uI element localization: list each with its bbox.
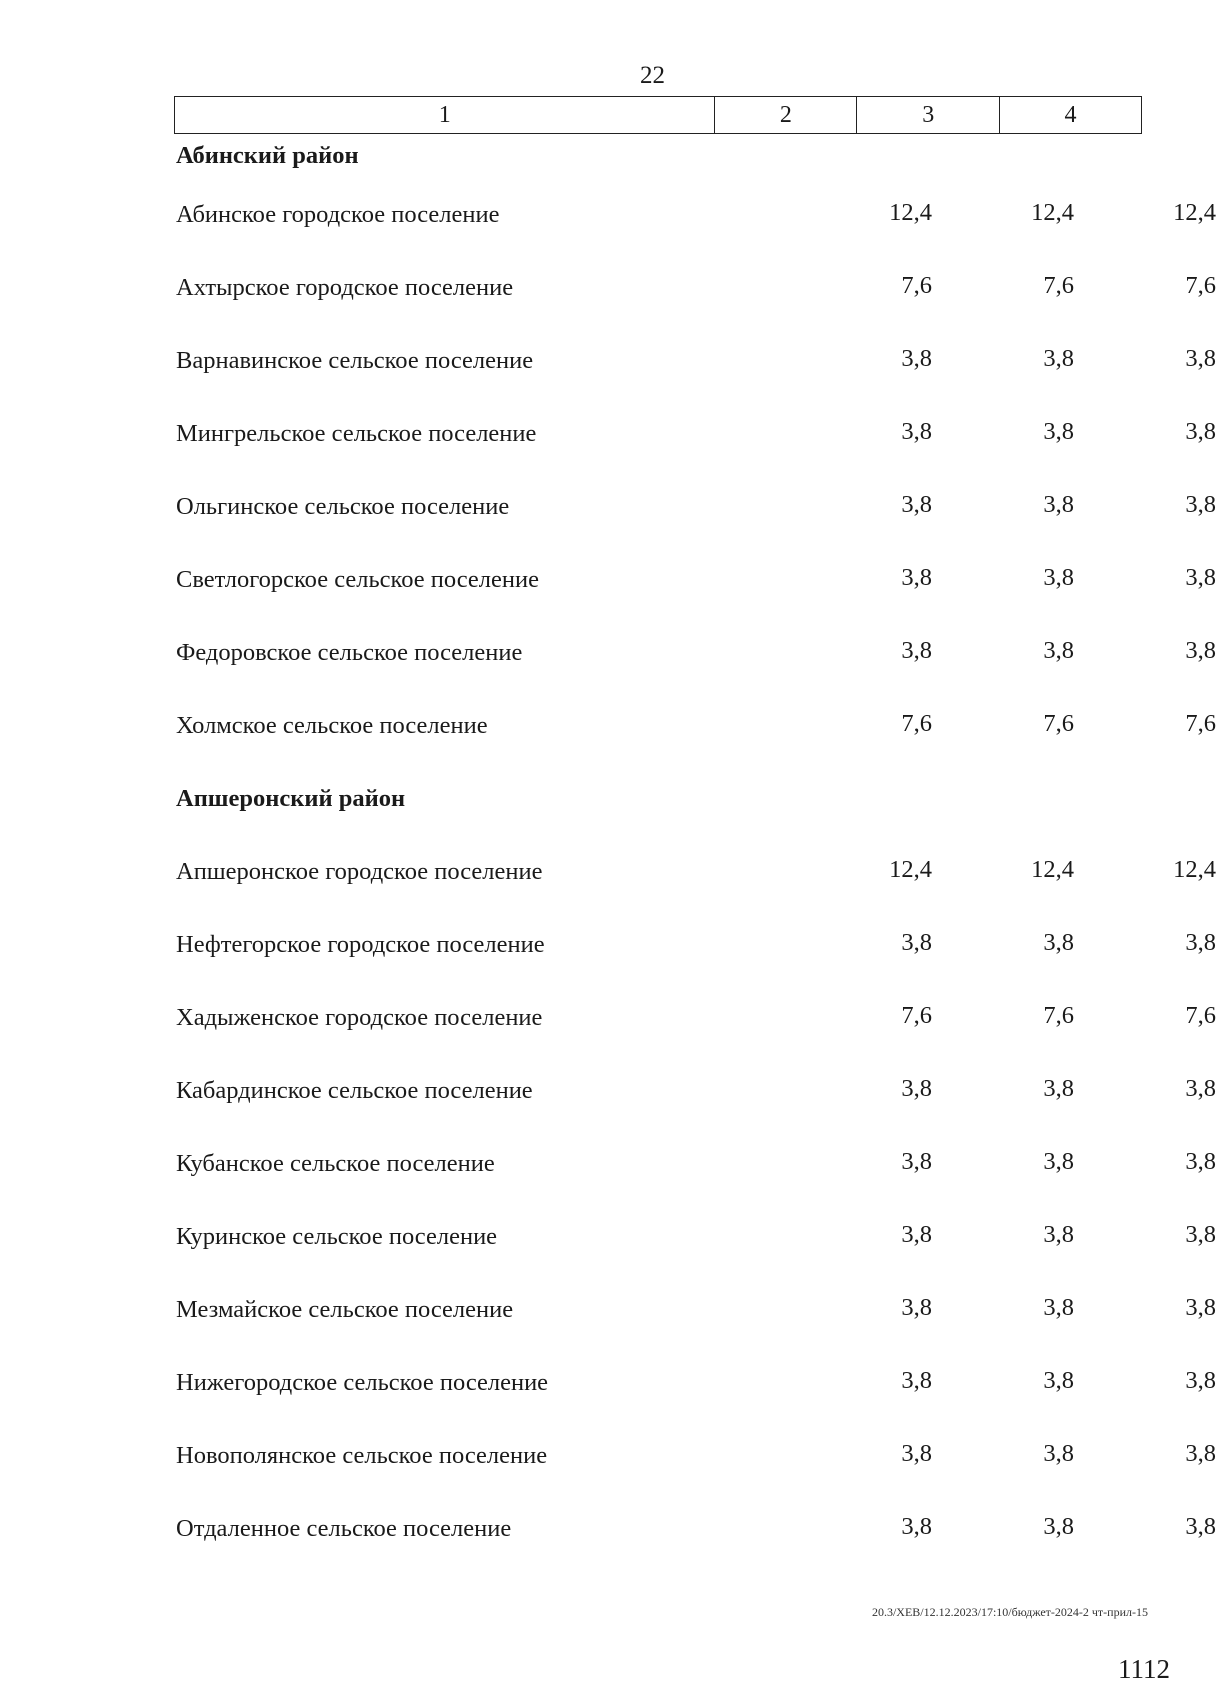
column-header-table <box>174 96 1142 134</box>
value-col-4: 12,4 <box>1173 199 1216 226</box>
column-header-2: 2 <box>715 97 857 134</box>
table-row <box>176 393 1216 466</box>
table-row <box>176 685 1216 758</box>
value-col-4: 3,8 <box>1185 418 1216 445</box>
column-header-1: 1 <box>175 97 715 134</box>
district-name: Апшеронский район <box>176 785 406 812</box>
value-col-2: 3,8 <box>901 1075 932 1102</box>
table-row <box>176 174 1216 247</box>
settlement-name: Новополянское сельское поселение <box>176 1442 548 1469</box>
value-col-3: 12,4 <box>1031 856 1074 883</box>
table-row <box>176 1342 1216 1415</box>
table-body <box>176 134 1216 1561</box>
value-col-4: 7,6 <box>1185 272 1216 299</box>
value-col-4: 12,4 <box>1173 856 1216 883</box>
value-col-4: 7,6 <box>1185 1002 1216 1029</box>
value-col-4: 3,8 <box>1185 1075 1216 1102</box>
value-col-2: 3,8 <box>901 1294 932 1321</box>
district-name: Абинский район <box>176 142 359 169</box>
settlement-name: Нефтегорское городское поселение <box>176 931 545 958</box>
value-col-4: 3,8 <box>1185 345 1216 372</box>
district-heading-row <box>176 134 1142 174</box>
value-col-4: 3,8 <box>1185 564 1216 591</box>
value-col-4: 3,8 <box>1185 1148 1216 1175</box>
settlement-name: Мезмайское сельское поселение <box>176 1296 514 1323</box>
settlement-name: Ахтырское городское поселение <box>176 274 514 301</box>
value-col-4: 3,8 <box>1185 1294 1216 1321</box>
value-col-3: 7,6 <box>1043 1002 1074 1029</box>
table-row <box>176 977 1216 1050</box>
value-col-2: 3,8 <box>901 1513 932 1540</box>
table-row <box>176 1488 1216 1561</box>
table-row <box>176 320 1216 393</box>
settlement-name: Хадыженское городское поселение <box>176 1004 543 1031</box>
settlement-name: Холмское сельское поселение <box>176 712 488 739</box>
value-col-2: 3,8 <box>901 1148 932 1175</box>
table-row <box>176 904 1216 977</box>
settlement-name: Апшеронское городское поселение <box>176 858 543 885</box>
value-col-3: 3,8 <box>1043 1294 1074 1321</box>
sheet-number: 1112 <box>1118 1654 1170 1684</box>
table-row <box>176 612 1216 685</box>
value-col-3: 12,4 <box>1031 199 1074 226</box>
value-col-2: 7,6 <box>901 1002 932 1029</box>
settlement-name: Отдаленное сельское поселение <box>176 1515 512 1542</box>
settlement-name: Кубанское сельское поселение <box>176 1150 495 1177</box>
value-col-2: 3,8 <box>901 929 932 956</box>
table-row <box>176 1415 1216 1488</box>
value-col-3: 7,6 <box>1043 710 1074 737</box>
value-col-3: 3,8 <box>1043 345 1074 372</box>
value-col-2: 3,8 <box>901 491 932 518</box>
settlement-name: Федоровское сельское поселение <box>176 639 523 666</box>
value-col-3: 3,8 <box>1043 1367 1074 1394</box>
settlement-name: Нижегородское сельское поселение <box>176 1369 549 1396</box>
value-col-3: 3,8 <box>1043 1075 1074 1102</box>
value-col-2: 12,4 <box>889 199 932 226</box>
document-code: 20.3/ХЕВ/12.12.2023/17:10/бюджет-2024-2 чт-прил-15 <box>871 1605 1148 1619</box>
value-col-2: 3,8 <box>901 1221 932 1248</box>
value-col-2: 3,8 <box>901 637 932 664</box>
value-col-4: 3,8 <box>1185 1440 1216 1467</box>
page-number: 22 <box>640 62 665 89</box>
column-header-3: 3 <box>857 97 1000 134</box>
settlement-name: Варнавинское сельское поселение <box>176 347 534 374</box>
settlement-name: Светлогорское сельское поселение <box>176 566 539 593</box>
value-col-2: 7,6 <box>901 710 932 737</box>
value-col-2: 3,8 <box>901 1367 932 1394</box>
value-col-3: 3,8 <box>1043 1440 1074 1467</box>
table-row <box>176 1050 1216 1123</box>
value-col-2: 3,8 <box>901 1440 932 1467</box>
table-row <box>176 247 1216 320</box>
value-col-4: 7,6 <box>1185 710 1216 737</box>
column-header-4: 4 <box>1000 97 1142 134</box>
value-col-2: 3,8 <box>901 345 932 372</box>
value-col-3: 3,8 <box>1043 564 1074 591</box>
value-col-2: 3,8 <box>901 564 932 591</box>
value-col-3: 3,8 <box>1043 1221 1074 1248</box>
settlement-name: Мингрельское сельское поселение <box>176 420 537 447</box>
value-col-2: 3,8 <box>901 418 932 445</box>
value-col-2: 7,6 <box>901 272 932 299</box>
value-col-3: 3,8 <box>1043 491 1074 518</box>
value-col-4: 3,8 <box>1185 1221 1216 1248</box>
table-row <box>176 539 1216 612</box>
value-col-3: 7,6 <box>1043 272 1074 299</box>
table-row <box>176 1196 1216 1269</box>
value-col-3: 3,8 <box>1043 1513 1074 1540</box>
table-row <box>176 1123 1216 1196</box>
value-col-4: 3,8 <box>1185 637 1216 664</box>
value-col-3: 3,8 <box>1043 637 1074 664</box>
table-row <box>176 466 1216 539</box>
settlement-name: Ольгинское сельское поселение <box>176 493 510 520</box>
value-col-3: 3,8 <box>1043 418 1074 445</box>
value-col-2: 12,4 <box>889 856 932 883</box>
value-col-4: 3,8 <box>1185 1367 1216 1394</box>
value-col-3: 3,8 <box>1043 1148 1074 1175</box>
settlement-name: Абинское городское поселение <box>176 201 500 228</box>
district-heading-row <box>176 758 1142 831</box>
settlement-name: Кабардинское сельское поселение <box>176 1077 533 1104</box>
table-row <box>176 831 1216 904</box>
settlement-name: Куринское сельское поселение <box>176 1223 498 1250</box>
value-col-4: 3,8 <box>1185 491 1216 518</box>
value-col-3: 3,8 <box>1043 929 1074 956</box>
table-row <box>176 1269 1216 1342</box>
value-col-4: 3,8 <box>1185 929 1216 956</box>
value-col-4: 3,8 <box>1185 1513 1216 1540</box>
